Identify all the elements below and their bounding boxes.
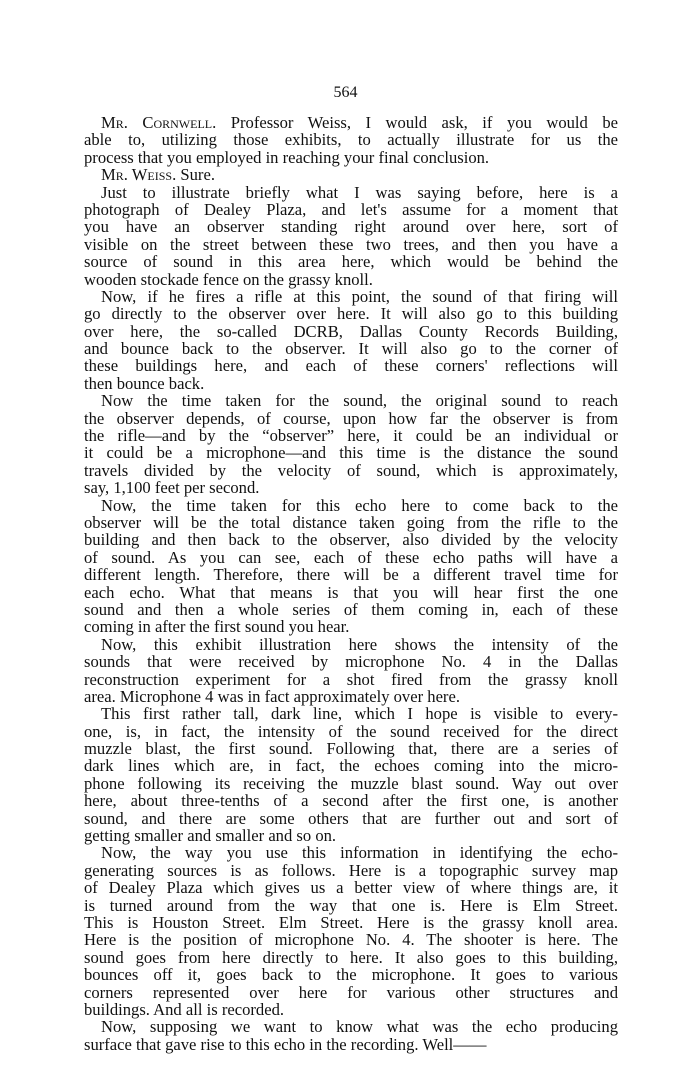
text-line	[84, 757, 618, 774]
text-line	[84, 618, 618, 635]
line-text: here, about three-tenths of a second after the first one, is another	[84, 791, 618, 811]
line-text: Now, if he fires a rifle at this point, the sound of that firing will	[101, 286, 618, 306]
text-line	[84, 931, 618, 948]
text-line	[84, 514, 618, 531]
line-text: Now, this exhibit illustration here shows the intensity of the	[101, 634, 618, 654]
text-line	[84, 479, 618, 496]
text-line	[84, 688, 618, 705]
line-text: surface that gave rise to this echo in the recording. Well——	[84, 1034, 487, 1054]
line-text: area. Microphone 4 was in fact approximately over here.	[84, 686, 460, 706]
text-line	[84, 775, 618, 792]
line-text: the rifle—and by the “observer” here, it could be an individual or	[84, 426, 618, 446]
paragraph	[84, 1018, 618, 1053]
line-text: able to, utilizing those exhibits, to actually illustrate for us the	[84, 130, 618, 150]
line-text: Professor Weiss, I would ask, if you would be	[216, 113, 618, 132]
text-line	[84, 1018, 618, 1035]
text-line	[84, 531, 618, 548]
line-text: sounds that were received by microphone No. 4 in the Dallas	[84, 652, 618, 672]
text-line	[84, 653, 618, 670]
text-line	[84, 1001, 618, 1018]
text-line	[84, 340, 618, 357]
line-text: then bounce back.	[84, 373, 205, 393]
text-line	[84, 914, 618, 931]
text-line	[84, 566, 618, 583]
line-text: generating sources is as follows. Here is a topographic survey map	[84, 860, 618, 880]
paragraph	[84, 636, 618, 706]
document-body	[84, 114, 618, 1053]
line-text: the observer depends, of course, upon how far the observer is from	[84, 408, 618, 428]
line-text: you have an observer standing right around over here, sort of	[84, 217, 618, 237]
text-line	[84, 723, 618, 740]
page-number: 564	[333, 84, 358, 101]
line-text: observer will be the total distance taken going from the rifle to the	[84, 512, 618, 532]
text-line	[84, 131, 618, 148]
text-line	[84, 201, 618, 218]
line-text: go directly to the observer over here. It will also go to this building	[84, 304, 618, 324]
line-text: reconstruction experiment for a shot fired from the grassy knoll	[84, 669, 618, 689]
paragraph	[84, 288, 618, 392]
line-text: Now the time taken for the sound, the original sound to reach	[101, 391, 618, 411]
text-line	[84, 410, 618, 427]
line-text: and bounce back to the observer. It will also go to the corner of	[84, 339, 618, 359]
line-text: say, 1,100 feet per second.	[84, 478, 260, 498]
text-line	[84, 288, 618, 305]
paragraph	[84, 114, 618, 166]
line-text: different length. Therefore, there will be a different travel time for	[84, 565, 618, 585]
line-text: dark lines which are, in fact, the echoes coming into the micro-	[84, 756, 618, 776]
line-text: process that you employed in reaching your final conclusion.	[84, 147, 490, 167]
paragraph	[84, 705, 618, 844]
line-text: Sure.	[176, 165, 215, 185]
text-line	[84, 114, 618, 131]
paragraph	[84, 166, 618, 183]
line-text: wooden stockade fence on the grassy knoll.	[84, 269, 373, 289]
line-text: is turned around from the way that one is. Here is Elm Street.	[84, 895, 618, 915]
text-line	[84, 444, 618, 461]
line-text: getting smaller and smaller and so on.	[84, 826, 337, 846]
text-line	[84, 149, 618, 166]
line-text: Just to illustrate briefly what I was saying before, here is a	[101, 182, 618, 202]
speaker-name: Mr. Weiss.	[101, 165, 177, 185]
line-text: photograph of Dealey Plaza, and let's assume for a moment that	[84, 199, 618, 219]
text-line	[84, 949, 618, 966]
line-text: source of sound in this area here, which would be behind the	[84, 252, 618, 272]
line-text: sound and then a whole series of them coming in, each of these	[84, 599, 618, 619]
text-line	[84, 601, 618, 618]
line-text: bounces off it, goes back to the microphone. It goes to various	[84, 965, 618, 985]
speaker-name: Mr. Cornwell.	[101, 113, 217, 132]
text-line	[84, 357, 618, 374]
text-line	[84, 827, 618, 844]
text-line	[84, 810, 618, 827]
text-line	[84, 671, 618, 688]
text-line	[84, 549, 618, 566]
line-text: one, is, in fact, the intensity of the sound received for the direct	[84, 721, 618, 741]
paragraph	[84, 497, 618, 636]
text-line	[84, 792, 618, 809]
text-line	[84, 305, 618, 322]
line-text: sound, and there are some others that are further out and sort of	[84, 808, 618, 828]
text-line	[84, 462, 618, 479]
text-line	[84, 184, 618, 201]
line-text: phone following its receiving the muzzle blast sound. Way out over	[84, 773, 618, 793]
line-text: sound goes from here directly to here. It also goes to this building,	[84, 947, 618, 967]
line-text: each echo. What that means is that you will hear first the one	[84, 582, 618, 602]
text-line	[84, 844, 618, 861]
text-line	[84, 323, 618, 340]
text-line	[84, 897, 618, 914]
text-line	[84, 236, 618, 253]
text-line	[84, 253, 618, 270]
text-line	[84, 984, 618, 1001]
text-line	[84, 862, 618, 879]
line-text: This is Houston Street. Elm Street. Here is the grassy knoll area.	[84, 912, 618, 932]
text-line	[84, 166, 618, 183]
line-text: buildings. And all is recorded.	[84, 999, 285, 1019]
line-text: these buildings here, and each of these corners' reflections will	[84, 356, 618, 376]
line-text: over here, the so-called DCRB, Dallas County Records Building,	[84, 321, 618, 341]
text-line	[84, 218, 618, 235]
line-text: Now, supposing we want to know what was the echo producing	[101, 1017, 618, 1037]
paragraph	[84, 392, 618, 496]
line-text: Here is the position of microphone No. 4. The shooter is here. The	[84, 930, 618, 950]
line-text: coming in after the first sound you hear.	[84, 617, 350, 637]
text-line	[84, 497, 618, 514]
paragraph	[84, 184, 618, 288]
text-line	[84, 1036, 618, 1053]
line-text: muzzle blast, the first sound. Following that, there are a series of	[84, 739, 618, 759]
text-line	[84, 879, 618, 896]
text-line	[84, 636, 618, 653]
text-line	[84, 375, 618, 392]
line-text: of sound. As you can see, each of these echo paths will have a	[84, 547, 618, 567]
paragraph	[84, 844, 618, 1018]
line-text: of Dealey Plaza which gives us a better view of where things are, it	[84, 878, 618, 898]
line-text: Now, the time taken for this echo here to come back to the	[101, 495, 618, 515]
text-line	[84, 740, 618, 757]
text-line	[84, 271, 618, 288]
line-text: This first rather tall, dark line, which I hope is visible to every-	[101, 704, 618, 724]
text-line	[84, 966, 618, 983]
line-text: building and then back to the observer, also divided by the velocity	[84, 530, 618, 550]
text-line	[84, 705, 618, 722]
text-line	[84, 392, 618, 409]
line-text: visible on the street between these two trees, and then you have a	[84, 234, 618, 254]
line-text: corners represented over here for various other structures and	[84, 982, 618, 1002]
text-line	[84, 427, 618, 444]
line-text: travels divided by the velocity of sound, which is approximately,	[84, 460, 618, 480]
line-text: it could be a microphone—and this time is the distance the sound	[84, 443, 618, 463]
line-text: Now, the way you use this information in identifying the echo-	[101, 843, 618, 863]
text-line	[84, 584, 618, 601]
